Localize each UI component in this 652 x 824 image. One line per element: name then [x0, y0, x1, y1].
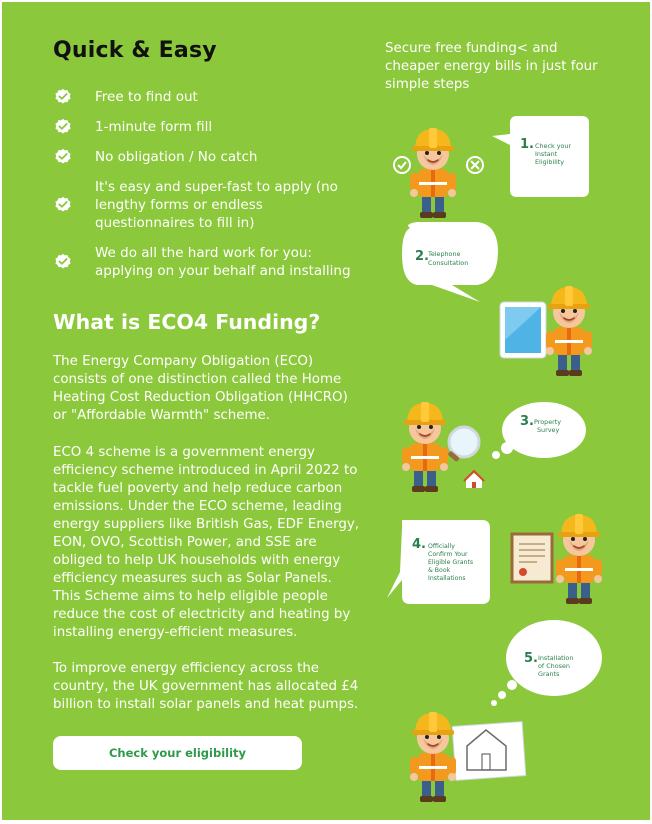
step-line: & Book — [428, 567, 451, 574]
step-3 — [402, 402, 586, 492]
benefit-text: We do all the hard work for you: applying on your behalf and installing — [95, 245, 351, 279]
step-number: 4. — [412, 537, 426, 552]
steps-illustration — [382, 110, 617, 810]
steps-intro-text: Secure free funding< and cheaper energy bills in just four simple steps — [385, 41, 598, 92]
step-number: 1. — [520, 137, 534, 152]
check-circle-icon — [54, 196, 72, 214]
magnifier-illustration — [447, 427, 479, 462]
check-mark-icon — [394, 157, 410, 173]
benefit-text: It's easy and super-fast to apply (no lengthy forms or endless questionnaires to fill in) — [95, 179, 338, 231]
house-icon — [464, 471, 484, 488]
house-sketch-illustration — [452, 722, 526, 781]
step-line: Property — [534, 418, 562, 426]
thought-bubble — [492, 402, 586, 459]
step-line: Instant — [535, 150, 558, 158]
step-line: Confirm Your — [428, 551, 468, 558]
check-circle-icon — [54, 118, 72, 136]
eco-paragraph-scheme: ECO 4 scheme is a government energy efficiency scheme introduced in April 2022 to tackle fuel poverty and help reduce carbon emissions. Under the ECO scheme, leading energy suppliers like British Gas, EDF Energy, EON, OVO, Scottish Power, and SSE are obliged to help UK households with energy efficiency measures such as Solar Panels. This Scheme aims to help eligible people reduce the cost of electricity and heating by installing energy-efficient measures. — [53, 445, 360, 640]
step-line: Installations — [428, 575, 466, 582]
speech-bubble — [492, 116, 589, 197]
benefit-item — [53, 148, 363, 166]
benefit-item — [53, 178, 363, 232]
benefits-list — [53, 88, 363, 280]
worker-illustration — [402, 402, 448, 492]
step-line: Eligible Grants — [428, 559, 474, 566]
benefit-text: No obligation / No catch — [95, 149, 258, 165]
step-line: Eligibility — [535, 158, 565, 166]
step-line: Installation — [538, 654, 574, 662]
step-line: Consultation — [428, 259, 469, 267]
eco4-heading: What is ECO4 Funding? — [53, 310, 321, 334]
step-line: Grants — [538, 670, 560, 678]
check-circle-icon — [54, 88, 72, 106]
tablet-illustration — [500, 302, 546, 358]
thought-bubble — [491, 620, 602, 706]
benefit-text: Free to find out — [95, 89, 198, 105]
certificate-illustration — [512, 534, 552, 582]
step-2 — [402, 222, 592, 376]
step-1 — [394, 116, 589, 218]
benefit-item — [53, 88, 363, 106]
benefit-item — [53, 118, 363, 136]
step-number: 5. — [524, 651, 538, 666]
cross-mark-icon — [467, 157, 483, 173]
worker-illustration — [556, 514, 602, 604]
check-circle-icon — [54, 148, 72, 166]
eco-paragraph-intro: The Energy Company Obligation (ECO) consists of one distinction called the Home Heating Cost Reduction Obligation (HHCRO) or "Affordable Warmth" scheme. — [53, 354, 348, 423]
eco-paragraph-funding: To improve energy efficiency across the country, the UK government has allocated £4 billion to install solar panels and heat pumps. — [53, 661, 359, 712]
benefit-item — [53, 244, 363, 280]
check-eligibility-button[interactable]: Check your eligibility — [53, 736, 302, 770]
benefit-text: 1-minute form fill — [95, 119, 213, 135]
step-line: Survey — [537, 426, 560, 434]
check-circle-icon — [54, 253, 72, 271]
worker-illustration — [410, 128, 456, 218]
step-number: 2. — [415, 249, 429, 264]
step-4 — [387, 514, 602, 604]
eco4-section — [2, 2, 650, 820]
quick-easy-heading: Quick & Easy — [53, 38, 217, 63]
speech-bubble — [402, 222, 498, 302]
step-line: Check your — [535, 142, 572, 150]
step-line: Telephone — [428, 250, 461, 258]
step-line: of Chosen — [538, 662, 570, 670]
worker-illustration — [546, 286, 592, 376]
speech-bubble — [387, 520, 490, 604]
step-line: Officially — [428, 543, 455, 550]
step-5 — [410, 620, 602, 802]
step-number: 3. — [520, 414, 534, 429]
worker-illustration — [410, 712, 456, 802]
